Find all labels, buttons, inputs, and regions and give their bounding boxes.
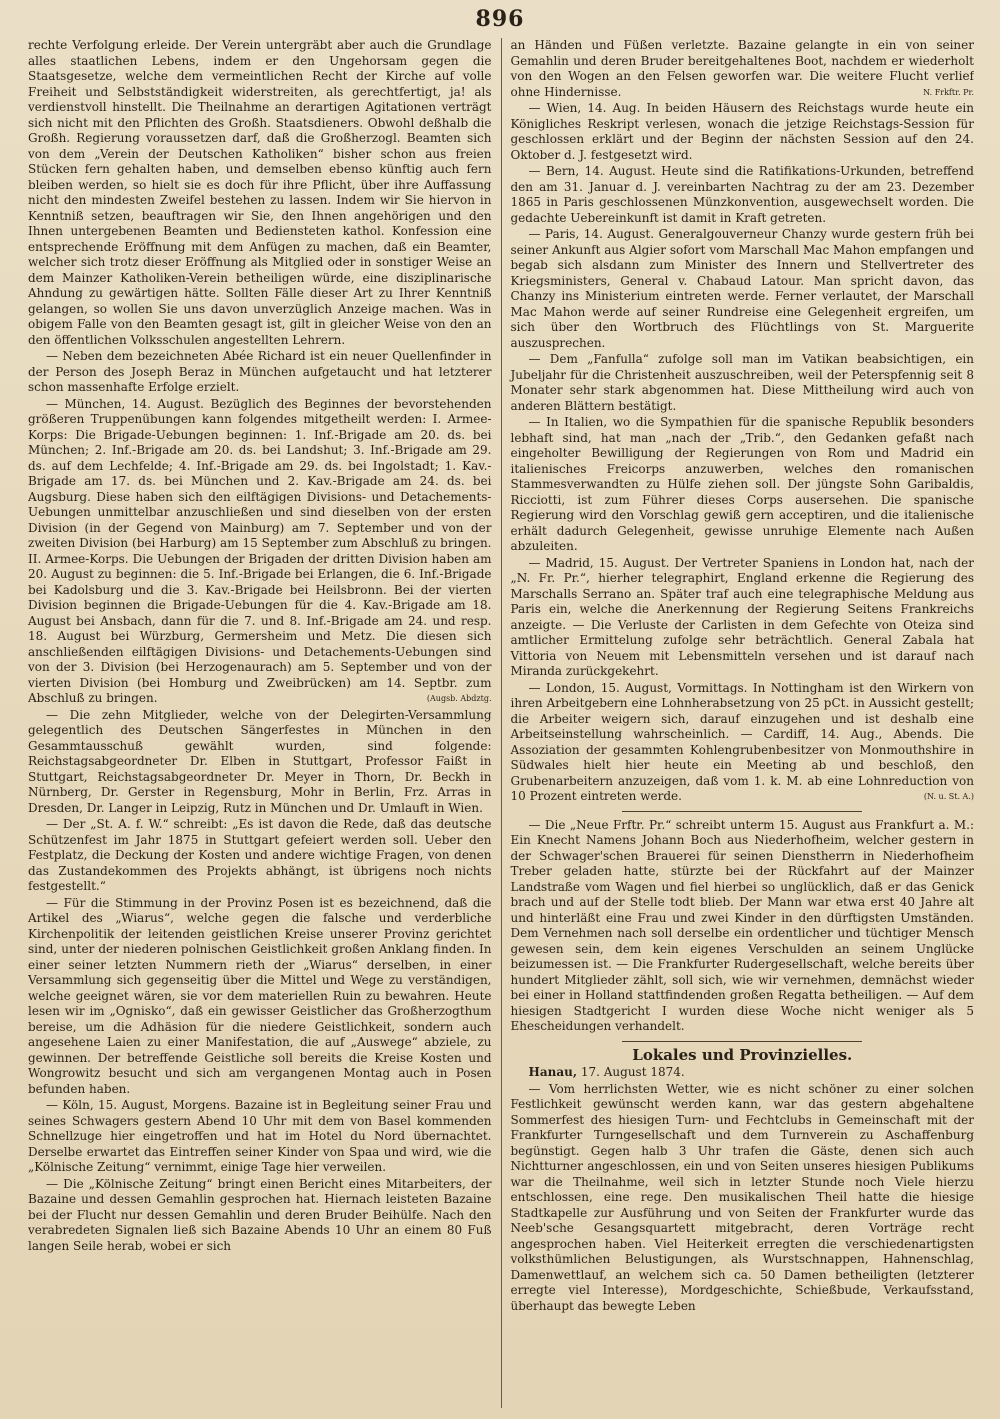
article-paragraph	[28, 708, 492, 817]
paragraph-text: — Neben dem bezeichneten Abée Richard ist ein neuer Quellenfinder in der Person des Joseph Beraz in München aufgetaucht und hat letzterer schon massenhafte Erfolge erzielt.	[28, 349, 492, 394]
section-title: Lokales und Provinzielles.	[632, 1045, 853, 1064]
article-paragraph	[28, 349, 492, 396]
dateline-place: Hanau,	[528, 1065, 578, 1079]
page-number: 896	[475, 6, 525, 32]
paragraph-text: — London, 15. August, Vormittags. In Nottingham ist den Wirkern von ihren Arbeitgebern eine Lohnherabsetzung von 25 pCt. in Aussicht gestellt; die Arbeiter weigern sich, darauf einzugehen und ist deshalb eine Arbeitseinstellung wahrscheinlich. — Cardiff, 14. Aug., Abends. Die Assoziation der gesammten Kohlengrubenbesitzer von Monmouthshire in Südwales hielt hier heute ein Meeting ab und beschloß, den Grubenarbeitern anzuzeigen, daß vom 1. k. M. ab eine Lohnreduction von 10 Prozent eintreten werde.	[510, 680, 974, 803]
section-rule	[622, 1041, 862, 1042]
article-paragraph	[511, 818, 975, 1035]
article-paragraph	[28, 1098, 492, 1176]
article-paragraph	[511, 556, 975, 680]
article-paragraph	[511, 681, 975, 805]
paragraph-text: — Die „Kölnische Zeitung“ bringt einen Bericht eines Mitarbeiters, der Bazaine und dessen Gemahlin gesprochen hat. Hiernach leisteten Bazaine bei der Flucht nur dessen Gemahlin und deren Bruder Beihülfe. Nach den verabredeten Signalen ließ sich Bazaine Abends 10 Uhr an einem 80 Fuß langen Seile herab, wobei er sich	[28, 1176, 492, 1253]
article-paragraph	[511, 415, 975, 555]
right-news-block	[511, 38, 975, 805]
paragraph-text: — In Italien, wo die Sympathien für die spanische Republik besonders lebhaft sind, hat man „nach der „Trib.“, den Gedanken gefaßt nach eingeholter Bewilligung der Regierungen von Rom und Madrid ein italienisches Freicorps anzuwerben, welches den romanischen Stammesverwandten zu Hülfe ziehen soll. Der jüngste Sohn Garibaldis, Ricciotti, ist zum Führer dieses Corps ausersehen. Die spanische Regierung wird den Vorschlag gewiß gern acceptiren, und die italienische erhält dadurch Gelegenheit, gewisse unruhige Elemente nach Außen abzuleiten.	[510, 415, 974, 553]
article-paragraph	[28, 397, 492, 707]
left-column	[28, 38, 501, 1408]
article-paragraph	[28, 1177, 492, 1255]
paragraph-text: — Paris, 14. August. Generalgouverneur Chanzy wurde gestern früh bei seiner Ankunft aus Algier sofort vom Marschall Mac Mahon empfangen und begab sich alsdann zum Minister des Innern und Stellvertreter des Kriegsministers, General v. Chabaud Latour. Man spricht davon, das Chanzy ins Ministerium eintreten werde. Ferner verlautet, der Marschall Mac Mahon werde auf seiner Rundreise eine Gelegenheit ergreifen, um sich über den Wortbruch des Flüchtlings von St. Marguerite auszusprechen.	[510, 227, 974, 350]
paragraph-text: an Händen und Füßen verletzte. Bazaine gelangte in ein von seiner Gemahlin und deren Bruder bereitgehaltenes Boot, nachdem er wiederholt von den Wogen an den Felsen geworfen war. Die weitere Flucht verlief ohne Hindernisse.	[510, 38, 974, 99]
article-paragraph	[511, 38, 975, 100]
article-paragraph	[511, 101, 975, 163]
paragraph-text: rechte Verfolgung erleide. Der Verein untergräbt aber auch die Grundlage alles staatlichen Lebens, indem er den Ungehorsam gegen die Staatsgesetze, welche dem vermeintlichen Recht der Kirche auf volle Freiheit und Selbstständigkeit widerstreiten, als gerechtfertigt, ja! als verdienstvoll hinstellt. Die Theilnahme an derartigen Agitationen verträgt sich nicht mit den Pflichten des Großh. Staatsdieners. Obwohl deßhalb die Großh. Regierung voraussetzen darf, daß die Großherzogl. Beamten sich von dem „Verein der Deutschen Katholiken“ bisher schon aus freien Stücken fern gehalten haben, und demselben ebenso künftig auch fern bleiben werden, so hielt sie es doch für ihre Pflicht, über ihre Auffassung nicht den mindesten Zweifel bestehen zu lassen. Indem wir Sie hiervon in Kenntniß setzen, beauftragen wir Sie, den Ihnen angehörigen und den Ihnen untergebenen Beamten und Bediensteten kathol. Konfession eine entsprechende Eröffnung mit dem Anfügen zu machen, daß ein Beamter, welcher sich trotz dieser Eröffnung als Mitglied oder in sonstiger Weise an dem Mainzer Katholiken-Verein betheiligen würde, eine disziplinarische Ahndung zu gewärtigen hätte. Sollten Fälle dieser Art zu Ihrer Kenntniß gelangen, so wollen Sie uns davon unverzüglich Anzeige machen. Was in obigem Falle von den Beamten gesagt ist, gilt in gleicher Weise von den an den öffentlichen Volksschulen angestellten Lehrern.	[28, 38, 492, 347]
paragraph-text: — Madrid, 15. August. Der Vertreter Spaniens in London hat, nach der „N. Fr. Pr.“, hierher telegraphirt, England erkenne die Regierung des Marschalls Serrano an. Später traf auch eine telegraphische Meldung aus Paris ein, welche die Anerkennung der Regierung Seitens Frankreichs anzeigte. — Die Verluste der Carlisten in dem Gefechte von Oteiza sind amtlicher Ermittelung zufolge sehr beträchtlich. General Zabala hat Vittoria von Neuem mit Lebensmitteln versehen und ist darauf nach Miranda zurückgekehrt.	[510, 555, 974, 678]
paragraph-text: — Der „St. A. f. W.“ schreibt: „Es ist davon die Rede, daß das deutsche Schützenfest im Jahr 1875 in Stuttgart gefeiert werden soll. Ueber den Festplatz, die Deckung der Kosten und andere wichtige Fragen, von denen das Zustandekommen des Projekts abhängt, ist übrigens noch nichts festgestellt.“	[28, 817, 492, 893]
paragraph-text: — Dem „Fanfulla“ zufolge soll man im Vatikan beabsichtigen, ein Jubeljahr für die Christenheit auszuschreiben, weil der Peterspfennig seit 8 Monater sehr stark abgenommen hat. Diese Mittheilung wird auch von anderen Blättern bestätigt.	[510, 352, 974, 413]
paragraph-text: — München, 14. August. Bezüglich des Beginnes der bevorstehenden größeren Truppenübungen kann folgendes mitgetheilt werden: I. Armee-Korps: Die Brigade-Uebungen beginnen: 1. Inf.-Brigade am 20. ds. bei München; 2. Inf.-Brigade am 20. ds. bei Landshut; 3. Inf.-Brigade am 29. ds. auf dem Lechfelde; 4. Inf.-Brigade am 29. ds. bei Ingolstadt; 1. Kav.-Brigade am 17. ds. bei München und 2. Kav.-Brigade am 24. ds. bei Augsburg. Diese haben sich den eilftägigen Divisions- und Detachements-Uebungen unmittelbar anzuschließen und sind dieselben von der ersten Division (in der Gegend von Mainburg) am 7. September und von der zweiten Division (bei Harburg) am 15 September zum Abschluß zu bringen. II. Armee-Korps. Die Uebungen der Brigaden der dritten Division haben am 20. August zu beginnen: die 5. Inf.-Brigade bei Erlangen, die 6. Inf.-Brigade bei Kadolsburg und die 3. Kav.-Brigade bei Heilsbronn. Bei der vierten Division beginnen die Brigade-Uebungen für die 4. Kav.-Brigade am 18. August bei Ansbach, dann für die 7. und 8. Inf.-Brigade am 24. und resp. 18. August bei Würzburg, Germersheim und Metz. Die diesen sich anschließenden eilftägigen Divisions- und Detachements-Uebungen sind von der 3. Division (bei Herzogenaurach) am 5. September und von der vierten Division (bei Homburg und Zweibrücken) am 14. Septbr. zum Abschluß zu bringen.	[28, 396, 492, 705]
article-paragraph	[28, 896, 492, 1098]
source-attribution: (N. u. St. A.)	[923, 792, 974, 801]
paragraph-text: — Bern, 14. August. Heute sind die Ratifikations-Urkunden, betreffend den am 31. Januar d. J. vereinbarten Nachtrag zu der am 23. Dezember 1865 in Paris geschlossenen Münzkonvention, ausgewechselt worden. Die gedachte Uebereinkunft ist damit in Kraft getreten.	[510, 164, 974, 225]
paragraph-text: — Die zehn Mitglieder, welche von der Delegirten-Versammlung gelegentlich des Deutschen Sängerfestes in München in den Gesammtausschuß gewählt wurden, sind folgende: Reichstagsabgeordneter Dr. Elben in Stuttgart, Professor Faißt in Stuttgart, Reichstagsabgeordneter Dr. Meyer in Thorn, Dr. Beckh in Nürnberg, Dr. Gerster in Regensburg, Mohr in Berlin, Frz. Arras in Dresden, Dr. Langer in Leipzig, Rutz in München und Dr. Umlauft in Wien.	[28, 707, 492, 815]
right-local-news-block	[511, 818, 975, 1035]
paragraph-text: — Die „Neue Frftr. Pr.“ schreibt unterm 15. August aus Frankfurt a. M.: Ein Knecht Namens Johann Boch aus Niederhofheim, welcher gestern in der Schwager'schen Brauerei für seinen Dienstherrn in Niederhofheim Treber geladen hatte, stürzte bei der Rückfahrt auf der Mainzer Landstraße vom Wagen und fiel hierbei so unglücklich, daß er das Genick brach und auf der Stelle todt blieb. Der Mann war etwa erst 40 Jahre alt und hinterläßt eine Frau und zwei Kinder in den dürftigsten Umständen. Dem Vernehmen nach soll derselbe ein ordentlicher und tüchtiger Mensch gewesen sein, dem kein eigenes Verschulden an seinem Unglücke beizumessen ist. — Die Frankfurter Rudergesellschaft, welche bereits über hundert Mitglieder zählt, soll sich, wie wir vernehmen, demnächst wieder bei einer in Holland stattfindenden großen Regatta betheiligen. — Auf dem hiesigen Stadtgericht I wurden diese Woche nicht weniger als 5 Ehescheidungen verhandelt.	[510, 817, 974, 1033]
source-attribution: N. Frkftr. Pr.	[923, 87, 974, 97]
source-attribution: (Augsb. Abdztg.	[426, 694, 492, 703]
article-paragraph	[28, 38, 492, 348]
article-paragraph	[511, 352, 975, 414]
article-columns	[28, 38, 974, 1408]
local-dateline	[511, 1065, 975, 1081]
article-paragraph	[511, 164, 975, 226]
dateline-date: 17. August 1874.	[580, 1065, 685, 1079]
article-paragraph	[511, 227, 975, 351]
paragraph-text: — Köln, 15. August, Morgens. Bazaine ist in Begleitung seiner Frau und seines Schwagers gestern Abend 10 Uhr mit dem von Basel kommenden Schnellzuge hier eingetroffen und hat im Hotel du Nord übernachtet. Derselbe erwartet das Eintreffen seiner Kinder von Spaa und wird, wie die „Kölnische Zeitung“ vernimmt, einige Tage hier verweilen.	[28, 1098, 492, 1174]
right-column	[501, 38, 975, 1408]
separator-rule	[622, 811, 862, 812]
local-paragraph: — Vom herrlichsten Wetter, wie es nicht schöner zu einer solchen Festlichkeit gewünscht werden kann, war das gestern abgehaltene Sommerfest des hiesigen Turn- und Fechtclubs in Gemeinschaft mit der Frankfurter Turngesellschaft und dem Turnverein zu Aschaffenburg begünstigt. Gegen halb 3 Uhr trafen die Gäste, denen sich auch Nichtturner angeschlossen, ein und von Seiten unseres hiesigen Publikums war die Theilnahme, weil sich in letzter Stunde noch Viele hierzu entschlossen, eine rege. Den musikalischen Theil hatte die hiesige Stadtkapelle zur Ausführung und von Seiten der Frankfurter wurde das Neeb'sche Gesangsquartett mitgebracht, deren Vorträge recht angesprochen haben. Viel Heiterkeit erregten die verschiedenartigsten volksthümlichen Belustigungen, als Wurstschnappen, Hahnenschlag, Damenwettlauf, an welchem sich ca. 50 Damen betheiligten (letzterer erregte viel Interesse), Mordgeschichte, Schießbude, Verkaufsstand, überhaupt das bewegte Leben	[510, 1081, 974, 1313]
article-paragraph	[28, 817, 492, 895]
paragraph-text: — Wien, 14. Aug. In beiden Häusern des Reichstags wurde heute ein Königliches Reskript verlesen, wonach die jetzige Reichstags-Session für geschlossen erklärt und der Beginn der nächsten Session auf den 24. Oktober d. J. festgesetzt wird.	[510, 101, 974, 162]
paragraph-text: — Für die Stimmung in der Provinz Posen ist es bezeichnend, daß die Artikel des „Wiarus“, welche gegen die falsche und verderbliche Kirchenpolitik der leitenden geistlichen Kreise unserer Provinz gerichtet sind, unter der niederen polnischen Geistlichkeit großen Anklang finden. In einer seiner letzten Nummern rieth der „Wiarus“ derselben, in einer Versammlung sich gegenseitig über die Mittel und Wege zu verständigen, welche geeignet wären, sie vor dem materiellen Ruin zu bewahren. Heute lesen wir im „Ognisko“, daß ein gewisser Geistlicher das Großherzogthum bereise, um die Adhäsion für die niedere Geistlichkeit, sondern auch angesehene Laien zu einer Manifestation, die auf „Auswege“ abziele, zu gewinnen. Der betreffende Geistliche soll bereits die Kreise Kosten und Wongrowitz besucht und sich am vergangenen Montag auch in Posen befunden haben.	[28, 895, 492, 1096]
